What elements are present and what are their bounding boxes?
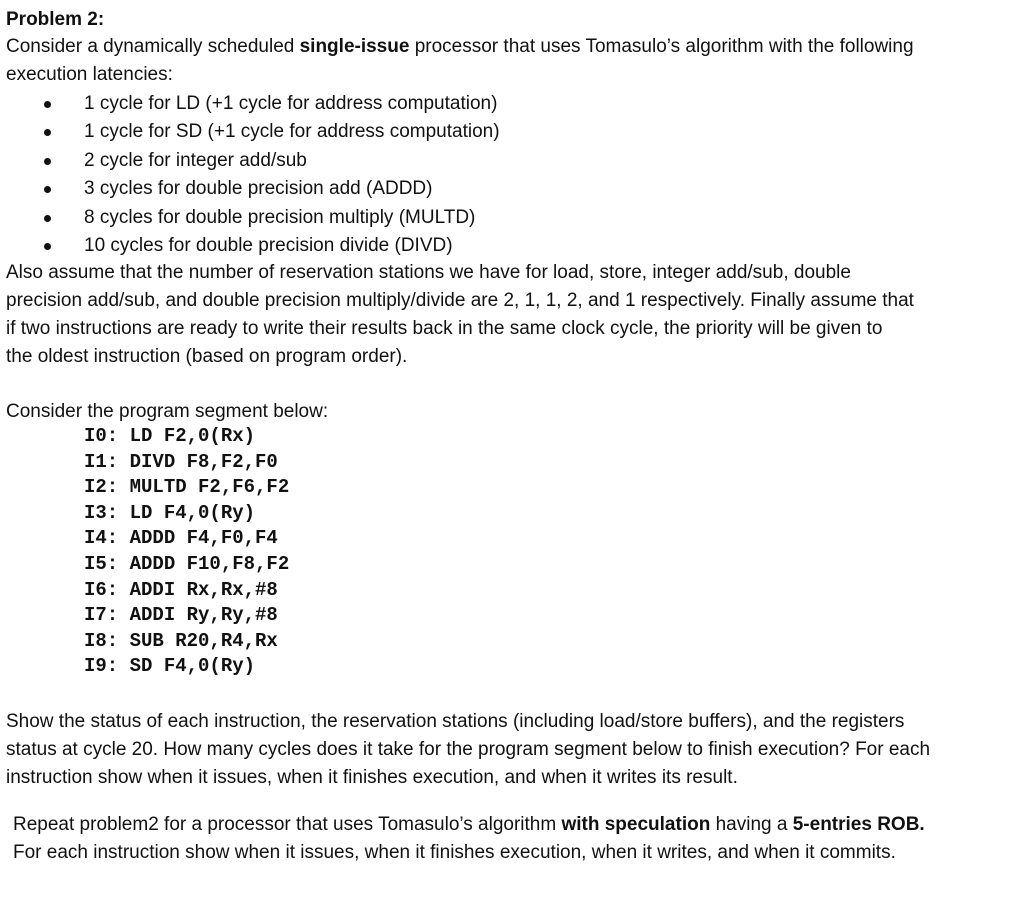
question-line: instruction show when it issues, when it finishes execution, and when it writes its result. <box>6 767 738 788</box>
question-paragraph <box>6 708 930 792</box>
problem-intro <box>6 33 914 89</box>
latency-item <box>0 90 500 118</box>
latency-text: 1 cycle for LD (+1 cycle for address computation) <box>84 93 498 114</box>
code-line: I5: ADDD F10,F8,F2 <box>84 552 290 575</box>
bullet-icon <box>44 101 51 108</box>
code-line: I4: ADDD F4,F0,F4 <box>84 527 278 550</box>
latency-item <box>0 175 500 203</box>
intro-line-1 <box>6 33 914 61</box>
intro-bold-single-issue: single-issue <box>299 36 410 57</box>
assumption-line: Also assume that the number of reservation stations we have for load, store, integer add/sub, double <box>6 262 851 283</box>
assumption-line: precision add/sub, and double precision multiply/divide are 2, 1, 1, 2, and 1 respectively. Finally assume that <box>6 290 914 311</box>
question-line: Show the status of each instruction, the reservation stations (including load/store buffers), and the registers <box>6 711 905 732</box>
latency-text: 3 cycles for double precision add (ADDD) <box>84 178 433 200</box>
bullet-icon <box>44 243 51 250</box>
repeat-line-1 <box>13 811 925 839</box>
code-line: I1: DIVD F8,F2,F0 <box>84 450 278 473</box>
intro-line-2: execution latencies: <box>6 64 173 85</box>
intro-text-start: Consider a dynamically scheduled <box>6 36 300 57</box>
repeat-line-2: For each instruction show when it issues, when it finishes execution, when it writes, and when it commits. <box>13 842 896 863</box>
latency-item <box>0 118 500 146</box>
code-line: I7: ADDI Ry,Ry,#8 <box>84 604 278 627</box>
latency-item <box>0 204 500 232</box>
repeat-text-middle: having a <box>710 814 793 835</box>
repeat-text-start: Repeat problem2 for a processor that uses Tomasulo’s algorithm <box>13 814 562 835</box>
latency-text: 8 cycles for double precision multiply (MULTD) <box>84 206 476 228</box>
latency-list <box>0 90 500 260</box>
latency-item <box>0 147 500 175</box>
assumption-line: if two instructions are ready to write their results back in the same clock cycle, the priority will be given to <box>6 318 883 339</box>
intro-text-end: processor that uses Tomasulo’s algorithm with the following <box>409 36 914 57</box>
code-line: I2: MULTD F2,F6,F2 <box>84 476 290 499</box>
code-line: I9: SD F4,0(Ry) <box>84 655 256 678</box>
repeat-bold-rob: 5-entries ROB. <box>792 814 925 835</box>
latency-text: 1 cycle for SD (+1 cycle for address computation) <box>84 121 500 143</box>
program-listing <box>84 424 289 680</box>
problem-title: Problem 2: <box>6 9 105 30</box>
bullet-icon <box>44 186 51 193</box>
code-line: I8: SUB R20,R4,Rx <box>84 629 278 652</box>
question-line: status at cycle 20. How many cycles does it take for the program segment below to finish execution? For each <box>6 739 931 760</box>
code-line: I3: LD F4,0(Ry) <box>84 501 256 524</box>
repeat-paragraph <box>13 811 925 867</box>
code-line: I6: ADDI Rx,Rx,#8 <box>84 578 278 601</box>
assumption-line: the oldest instruction (based on program order). <box>6 346 408 367</box>
latency-text: 2 cycle for integer add/sub <box>84 149 307 171</box>
bullet-icon <box>44 158 51 165</box>
assumptions-paragraph <box>6 259 914 371</box>
code-line: I0: LD F2,0(Rx) <box>84 425 256 447</box>
repeat-bold-speculation: with speculation <box>561 814 711 835</box>
bullet-icon <box>44 215 51 222</box>
latency-item <box>0 232 500 260</box>
bullet-icon <box>44 129 51 136</box>
program-intro: Consider the program segment below: <box>6 401 329 422</box>
latency-text: 10 cycles for double precision divide (DIVD) <box>84 234 453 256</box>
